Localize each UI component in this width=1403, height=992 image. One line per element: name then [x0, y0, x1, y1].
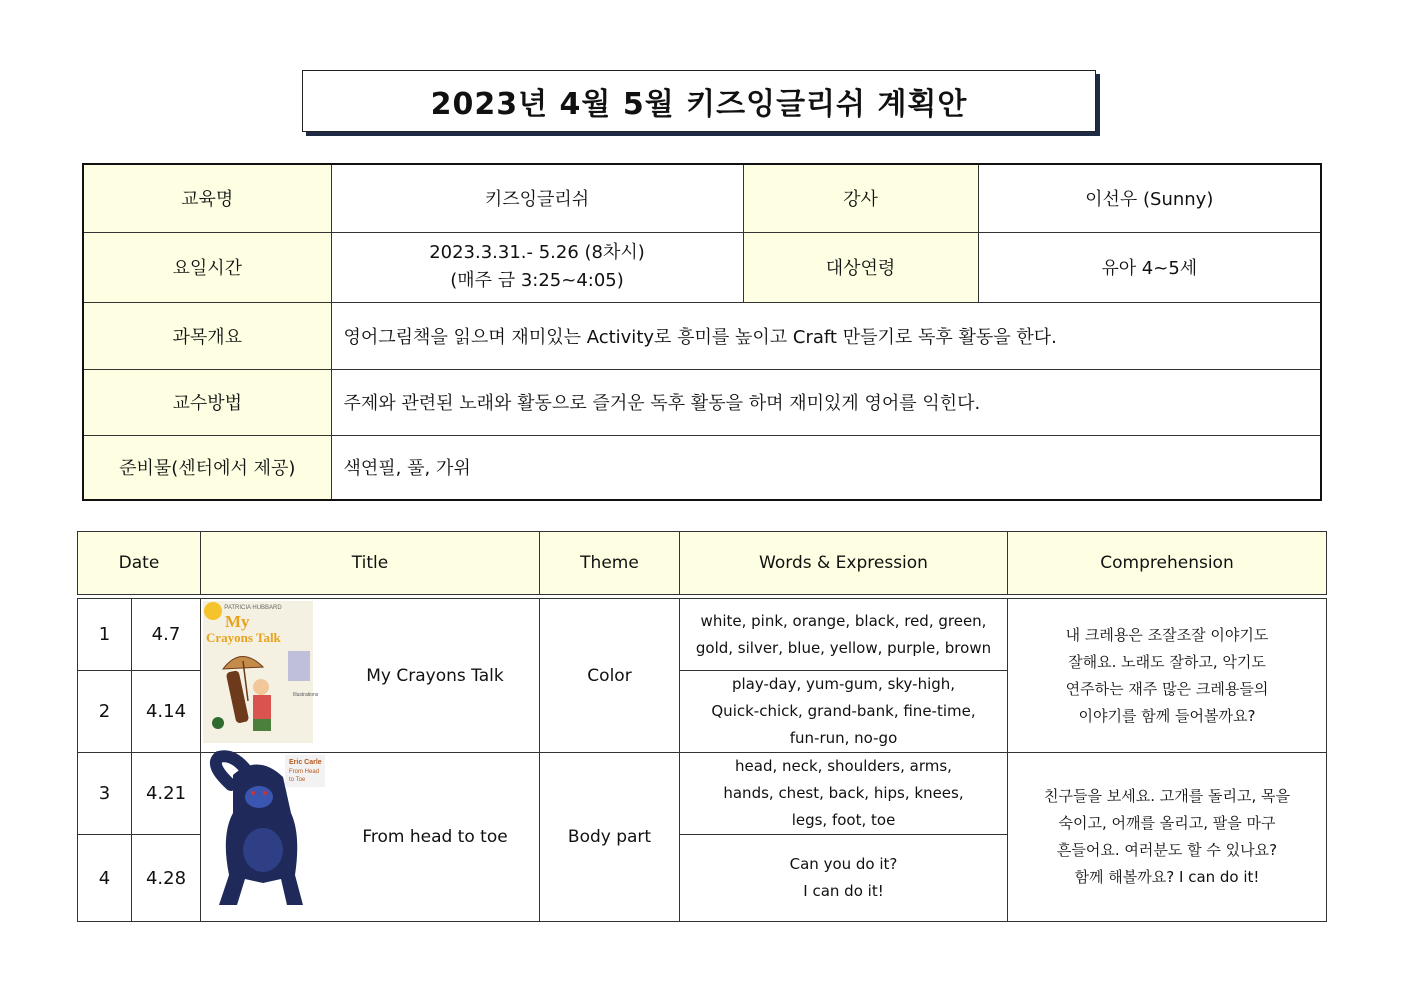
- row-date: 4.28: [132, 835, 201, 922]
- comprehension-line: 친구들을 보세요. 고개를 돌리고, 목을: [1044, 787, 1290, 805]
- row-date: 4.7: [132, 599, 201, 671]
- row-number: 4: [78, 835, 132, 922]
- teacher-value: 이선우 (Sunny): [978, 164, 1321, 232]
- words-cell: [680, 599, 1008, 671]
- words-line: I can do it!: [803, 882, 884, 900]
- comprehension-line: 함께 해볼까요? I can do it!: [1074, 868, 1260, 886]
- book-title: From head to toe: [362, 827, 508, 847]
- comprehension-line: 잘해요. 노래도 잘하고, 악기도: [1068, 652, 1266, 671]
- book-theme: Color: [540, 599, 680, 753]
- materials-label: 준비물(센터에서 제공): [83, 435, 331, 500]
- words-line: white, pink, orange, black, red, green,: [700, 611, 987, 630]
- cover-title-1: From Head: [289, 769, 320, 775]
- comprehension-line: 이야기를 함께 들어볼까요?: [1078, 706, 1256, 725]
- book-cell-head-to-toe: [201, 753, 540, 922]
- words-line: Can you do it?: [789, 855, 898, 873]
- age-label: 대상연령: [743, 232, 978, 302]
- row-date: 4.21: [132, 753, 201, 835]
- overview-label: 과목개요: [83, 302, 331, 369]
- comprehension-line: 내 크레용은 조잘조잘 이야기도: [1065, 625, 1269, 644]
- book-theme: Body part: [540, 753, 680, 922]
- comprehension-line: 흔들어요. 여러분도 할 수 있나요?: [1056, 841, 1278, 859]
- words-cell: [680, 671, 1008, 753]
- header-words: Words & Expression: [680, 532, 1008, 595]
- comprehension-cell: [1008, 753, 1327, 922]
- course-info-table: [82, 163, 1322, 501]
- words-line: hands, chest, back, hips, knees,: [723, 784, 964, 802]
- words-line: play-day, yum-gum, sky-high,: [731, 675, 956, 693]
- row-number: 3: [78, 753, 132, 835]
- words-line: gold, silver, blue, yellow, purple, brown: [695, 638, 992, 657]
- book-title: My Crayons Talk: [366, 665, 504, 686]
- row-number: 1: [78, 599, 132, 671]
- schedule-table: [77, 598, 1327, 922]
- page-title: 2023년 4월 5월 키즈잉글리쉬 계획안: [430, 87, 968, 122]
- cover-author: Eric Carle: [289, 759, 322, 766]
- comprehension-line: 연주하는 재주 많은 크레용들의: [1065, 679, 1269, 698]
- header-date: Date: [78, 532, 201, 595]
- cover-title-1: My: [225, 612, 250, 631]
- words-cell: [680, 835, 1008, 922]
- words-line: Quick-chick, grand-bank, fine-time,: [711, 702, 976, 720]
- schedule-header: [77, 531, 1327, 595]
- cover-title-2: Crayons Talk: [206, 630, 281, 645]
- age-value: 유아 4~5세: [978, 232, 1321, 302]
- schedule-value: [331, 232, 743, 302]
- table-row: [78, 599, 1327, 671]
- course-value: 키즈잉글리쉬: [331, 164, 743, 232]
- header-title: Title: [201, 532, 540, 595]
- row-number: 2: [78, 671, 132, 753]
- teacher-label: 강사: [743, 164, 978, 232]
- title-box: [302, 70, 1096, 132]
- method-value: 주제와 관련된 노래와 활동으로 즐거운 독후 활동을 하며 재미있게 영어를 익힌다.: [331, 369, 1321, 435]
- book-cover-head-to-toe: [203, 755, 325, 910]
- words-line: head, neck, shoulders, arms,: [735, 757, 952, 775]
- overview-value: 영어그림책을 읽으며 재미있는 Activity로 흥미를 높이고 Craft 만들기로 독후 활동을 한다.: [331, 302, 1321, 369]
- materials-value: 색연필, 풀, 가위: [331, 435, 1321, 500]
- words-line: legs, foot, toe: [791, 811, 896, 829]
- table-row: [78, 753, 1327, 835]
- schedule-label: 요일시간: [83, 232, 331, 302]
- svg-text:Illustrations: Illustrations: [293, 692, 319, 698]
- header-theme: Theme: [540, 532, 680, 595]
- method-label: 교수방법: [83, 369, 331, 435]
- book-cover-crayons: [203, 601, 319, 743]
- words-line: fun-run, no-go: [789, 729, 898, 747]
- schedule-line-1: 2023.3.31.- 5.26 (8차시): [429, 242, 645, 263]
- cover-title-2: to Toe: [289, 777, 306, 783]
- comprehension-line: 숙이고, 어깨를 올리고, 팔을 마구: [1058, 814, 1276, 832]
- header-comprehension: Comprehension: [1008, 532, 1327, 595]
- words-cell: [680, 753, 1008, 835]
- schedule-line-2: (매주 금 3:25~4:05): [450, 270, 624, 291]
- comprehension-cell: [1008, 599, 1327, 753]
- book-cell-crayons: [201, 599, 540, 753]
- cover-author: PATRICIA HUBBARD: [224, 605, 282, 611]
- row-date: 4.14: [132, 671, 201, 753]
- course-label: 교육명: [83, 164, 331, 232]
